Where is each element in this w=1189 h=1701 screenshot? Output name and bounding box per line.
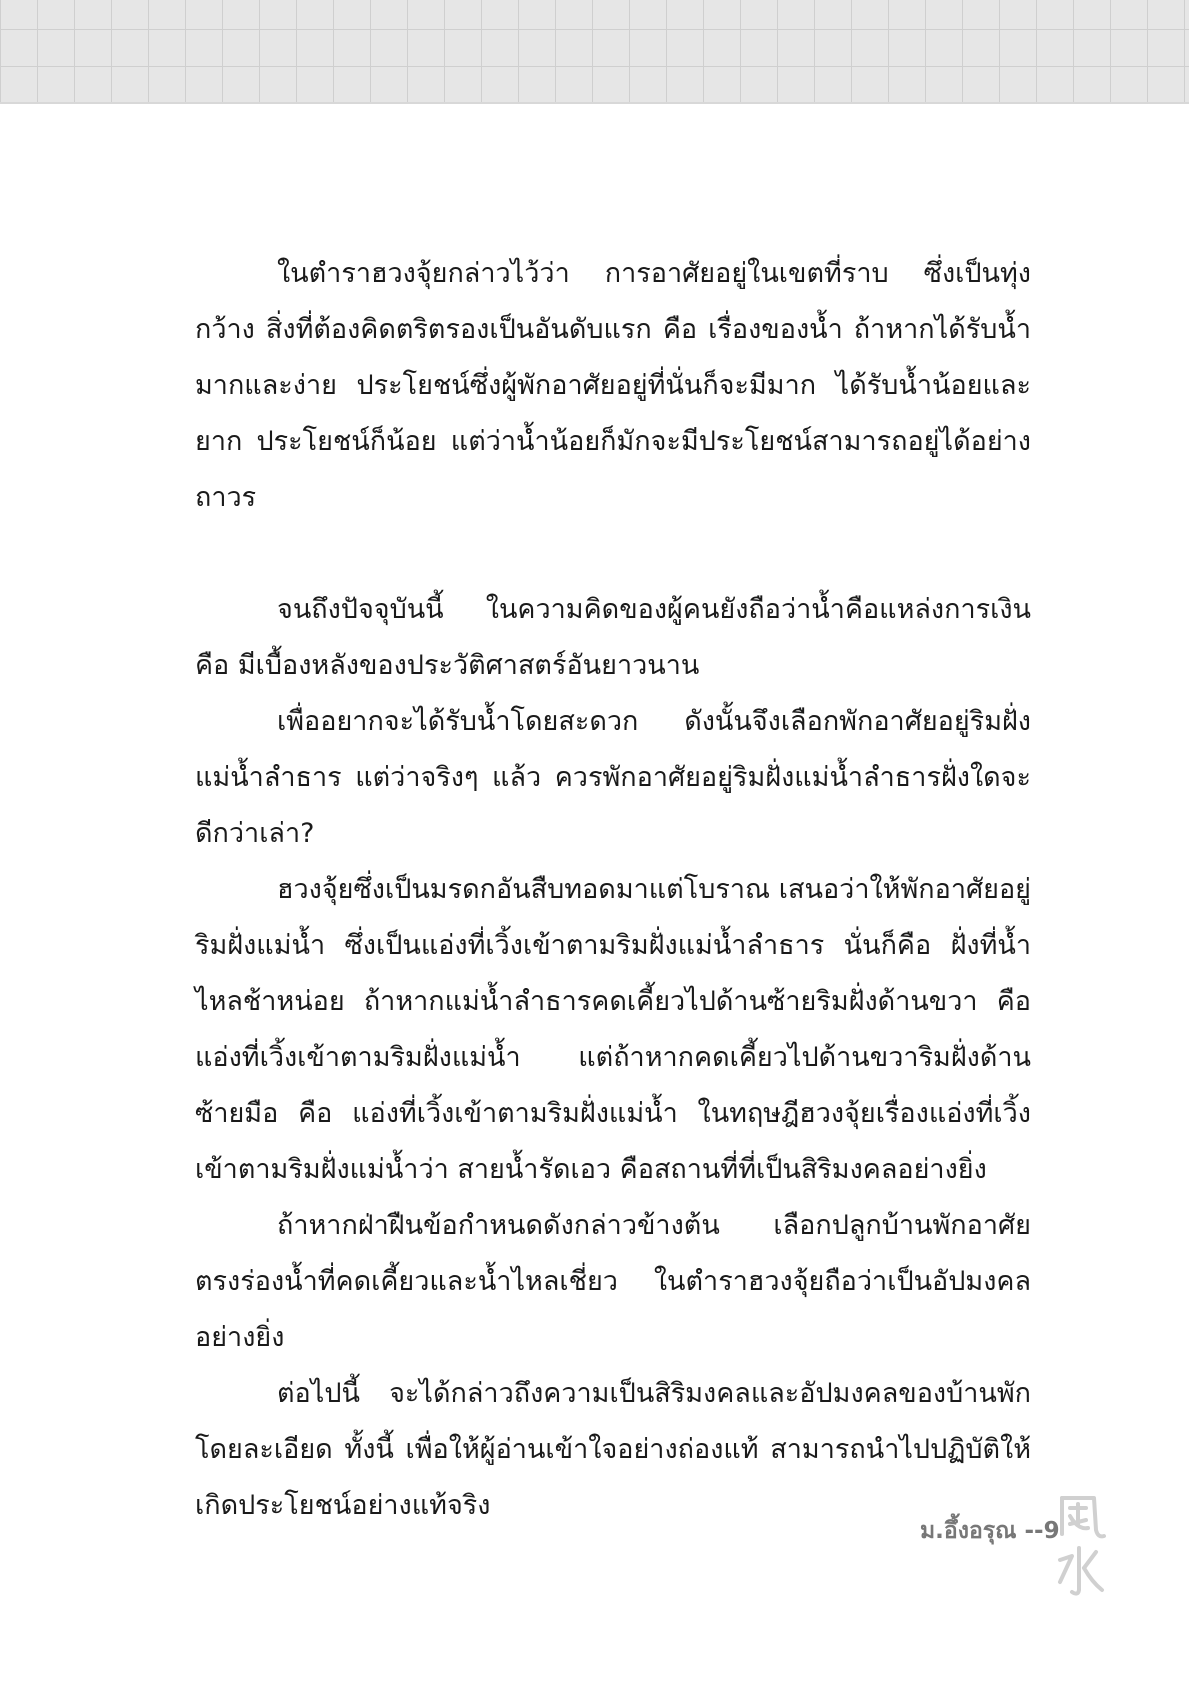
paragraph-1: ในตำราฮวงจุ้ยกล่าวไว้ว่า การอาศัยอยู่ในเขตที่ราบ ซึ่งเป็นทุ่งกว้าง สิ่งที่ต้องคิดตริตรองเป็นอันดับแรก คือ เรื่องของน้ำ ถ้าหากได้รับน้ำมากและง่าย ประโยชน์ซึ่งผู้พักอาศัยอยู่ที่นั่นก็จะมีมาก ได้รับน้ำน้อยและยาก ประโยชน์ก็น้อย แต่ว่าน้ำน้อยก็มักจะมีประโยชน์สามารถอยู่ได้อย่างถาวร — [195, 258, 1031, 513]
paragraph-4: ฮวงจุ้ยซึ่งเป็นมรดกอันสืบทอดมาแต่โบราณ เสนอว่าให้พักอาศัยอยู่ริมฝั่งแม่น้ำ ซึ่งเป็นแอ่งที่เวิ้งเข้าตามริมฝั่งแม่น้ำลำธาร นั่นก็คือ ฝั่งที่น้ำไหลช้าหน่อย ถ้าหากแม่น้ำลำธารคดเคี้ยวไปด้านซ้ายริมฝั่งด้านขวา คือ แอ่งที่เวิ้งเข้าตามริมฝั่งแม่น้ำ แต่ถ้าหากคดเคี้ยวไปด้านขวาริมฝั่งด้านซ้ายมือ คือ แอ่งที่เวิ้งเข้าตามริมฝั่งแม่น้ำ ในทฤษฎีฮวงจุ้ยเรื่องแอ่งที่เวิ้งเข้าตามริมฝั่งแม่น้ำว่า สายน้ำรัดเอว คือสถานที่ที่เป็นสิริมงคลอย่างยิ่ง — [195, 874, 1031, 1185]
article-body — [195, 246, 1031, 1534]
feng-shui-seal-icon — [1052, 1490, 1106, 1600]
paragraph-3: เพื่ออยากจะได้รับน้ำโดยสะดวก ดังนั้นจึงเลือกพักอาศัยอยู่ริมฝั่งแม่น้ำลำธาร แต่ว่าจริงๆ แล้ว ควรพักอาศัยอยู่ริมฝั่งแม่น้ำลำธารฝั่งใดจะดีกว่าเล่า? — [195, 706, 1031, 849]
footer-separator: -- — [1016, 1518, 1044, 1544]
page-number: 9 — [1043, 1518, 1060, 1544]
footer-author: ม.อึ้งอรุณ — [920, 1518, 1017, 1544]
header-band-edge — [0, 102, 1189, 104]
paragraph-6: ต่อไปนี้ จะได้กล่าวถึงความเป็นสิริมงคลและอัปมงคลของบ้านพักโดยละเอียด ทั้งนี้ เพื่อให้ผู้อ่านเข้าใจอย่างถ่องแท้ สามารถนำไปปฏิบัติให้เกิดประโยชน์อย่างแท้จริง — [195, 1378, 1031, 1521]
header-grid-band — [0, 0, 1189, 102]
paragraph-2: จนถึงปัจจุบันนี้ ในความคิดของผู้คนยังถือว่าน้ำคือแหล่งการเงิน คือ มีเบื้องหลังของประวัติศาสตร์อันยาวนาน — [195, 594, 1031, 681]
paragraph-5: ถ้าหากฝ่าฝืนข้อกำหนดดังกล่าวข้างต้น เลือกปลูกบ้านพักอาศัยตรงร่องน้ำที่คดเคี้ยวและน้ำไหลเชี่ยว ในตำราฮวงจุ้ยถือว่าเป็นอัปมงคลอย่างยิ่ง — [195, 1210, 1031, 1353]
page-footer — [920, 1513, 1060, 1549]
